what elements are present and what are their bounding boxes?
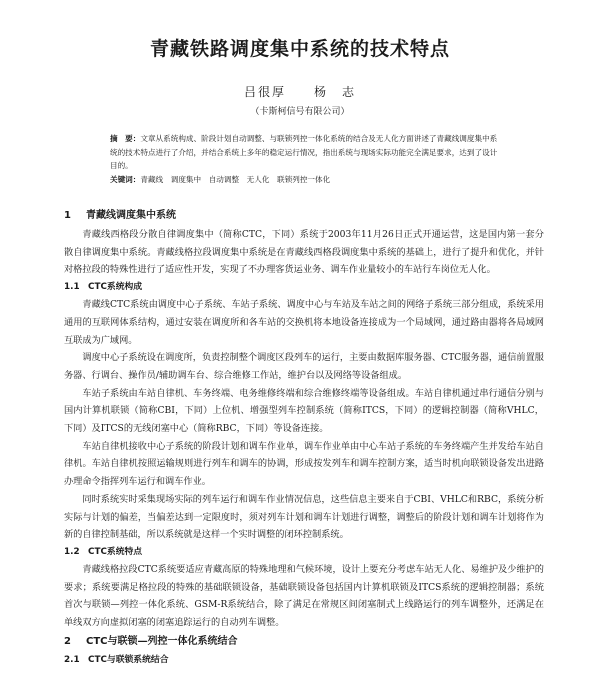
section-title: 青藏线调度集中系统 xyxy=(86,210,176,221)
section-number: 2 xyxy=(64,635,71,647)
subsection-heading xyxy=(64,544,544,561)
section-number: 1 xyxy=(64,210,71,221)
subsection-heading xyxy=(64,279,544,296)
keywords-label: 关键词： xyxy=(110,174,141,184)
subsection-heading xyxy=(64,652,544,669)
paper-title: 青藏铁路调度集中系统的技术特点 xyxy=(149,38,450,60)
paragraph: 青藏线格拉段CTC系统要适应青藏高原的特殊地理和气候环境，设计上要充分考虑车站无人化、易维护及少维护的要求；系统要满足格拉段的特殊的基础联锁设备，基础联锁设备包括国内计算机联锁及ITCS系统的逻辑控制器；系统首次与联锁—列控一体化系统、GSM-R系统结合，除了满足在常规区间闭塞制式上线路运行的列车调整外，还满足在单线双方向虚拟闭塞的闭塞追踪运行的自动列车调整。 xyxy=(64,563,544,629)
affiliation: （卡斯柯信号有限公司） xyxy=(250,107,350,117)
section-heading xyxy=(64,206,544,226)
paragraph: 同时系统实时采集现场实际的列车运行和调车作业情况信息，这些信息主要来自于CBI、VHLC和RBC，系统分析实际与计划的偏差，当偏差达到一定限度时，须对列车计划和调车计划进行调整，调整后的阶段计划和调车计划将作为新的自律控制基础，所以系统就是这样一个实时调整的闭环控制系统。 xyxy=(64,493,544,541)
abstract-label: 摘 要： xyxy=(110,134,141,143)
section-title: CTC系统特点 xyxy=(88,546,143,557)
paragraph: 调度中心子系统设在调度所，负责控制整个调度区段列车的运行，主要由数据库服务器、CTC服务器，通信前置服务器、行调台、操作员/辅助调车台、综合维修工作站，维护台以及网络等设备组成。 xyxy=(64,352,544,381)
paragraph: 青藏线CTC系统由调度中心子系统、车站子系统、调度中心与车站及车站之间的网络子系统三部分组成，系统采用通用的互联网体系结构，通过安装在调度所和各车站的交换机将本地设备连接成为一个局域网，通过路由器将各局域网互联成为广域网。 xyxy=(64,299,544,346)
keywords-text: 青藏线 调度集中 自动调整 无人化 联锁列控一体化 xyxy=(140,174,331,184)
abstract-text: 文章从系统构成、阶段计划自动调整、与联锁列控一体化系统的结合及无人化方面讲述了青藏线调度集中系统的技术特点进行了介绍，并结合系统上多年的稳定运行情况，指出系统与现场实际功能完全满足要求，达到了设计目的。 xyxy=(110,134,498,171)
section-number: 1.2 xyxy=(64,546,80,557)
paper-body xyxy=(64,206,544,669)
paragraph: 车站子系统由车站自律机、车务终端、电务维修终端和综合维修终端等设备组成。车站自律机通过串行通信分别与国内计算机联锁（简称CBI，下同）上位机、增强型列车控制系统（简称ITCS，下同）的逻辑控制器（简称VHLC，下同）及ITCS的无线闭塞中心（简称RBC，下同）等设备连接。 xyxy=(64,387,544,435)
abstract xyxy=(110,132,502,173)
section-title: CTC与联锁—列控一体化系统结合 xyxy=(86,635,238,647)
abstract-block xyxy=(110,132,502,186)
authors: 吕很厚 杨 志 xyxy=(243,85,356,99)
section-title: CTC与联锁系统结合 xyxy=(88,654,169,665)
paragraph: 车站自律机接收中心子系统的阶段计划和调车作业单，调车作业单由中心车站子系统的车务终端产生并发给车站自律机。车站自律机按照运输规则进行列车和调车的协调，形成按发列车和调车控制方案，适当时机向联锁设备发出进路办理命令指挥列车运行和调车作业。 xyxy=(64,440,544,488)
section-number: 2.1 xyxy=(64,654,80,665)
section-heading xyxy=(64,632,544,652)
section-number: 1.1 xyxy=(64,282,80,293)
keywords xyxy=(110,173,502,187)
paragraph: 青藏线西格段分散自律调度集中（简称CTC，下同）系统于2003年11月26日正式开通运营，这是国内第一套分散自律调度集中系统。青藏线格拉段调度集中系统是在青藏线西格段调度集中系统的基础上，进行了提升和优化，并针对格拉段的特殊性进行了适应性开发，实现了不办理客货运业务、调车作业量较小的车站行车岗位无人化。 xyxy=(64,229,544,276)
section-title: CTC系统构成 xyxy=(88,282,143,293)
